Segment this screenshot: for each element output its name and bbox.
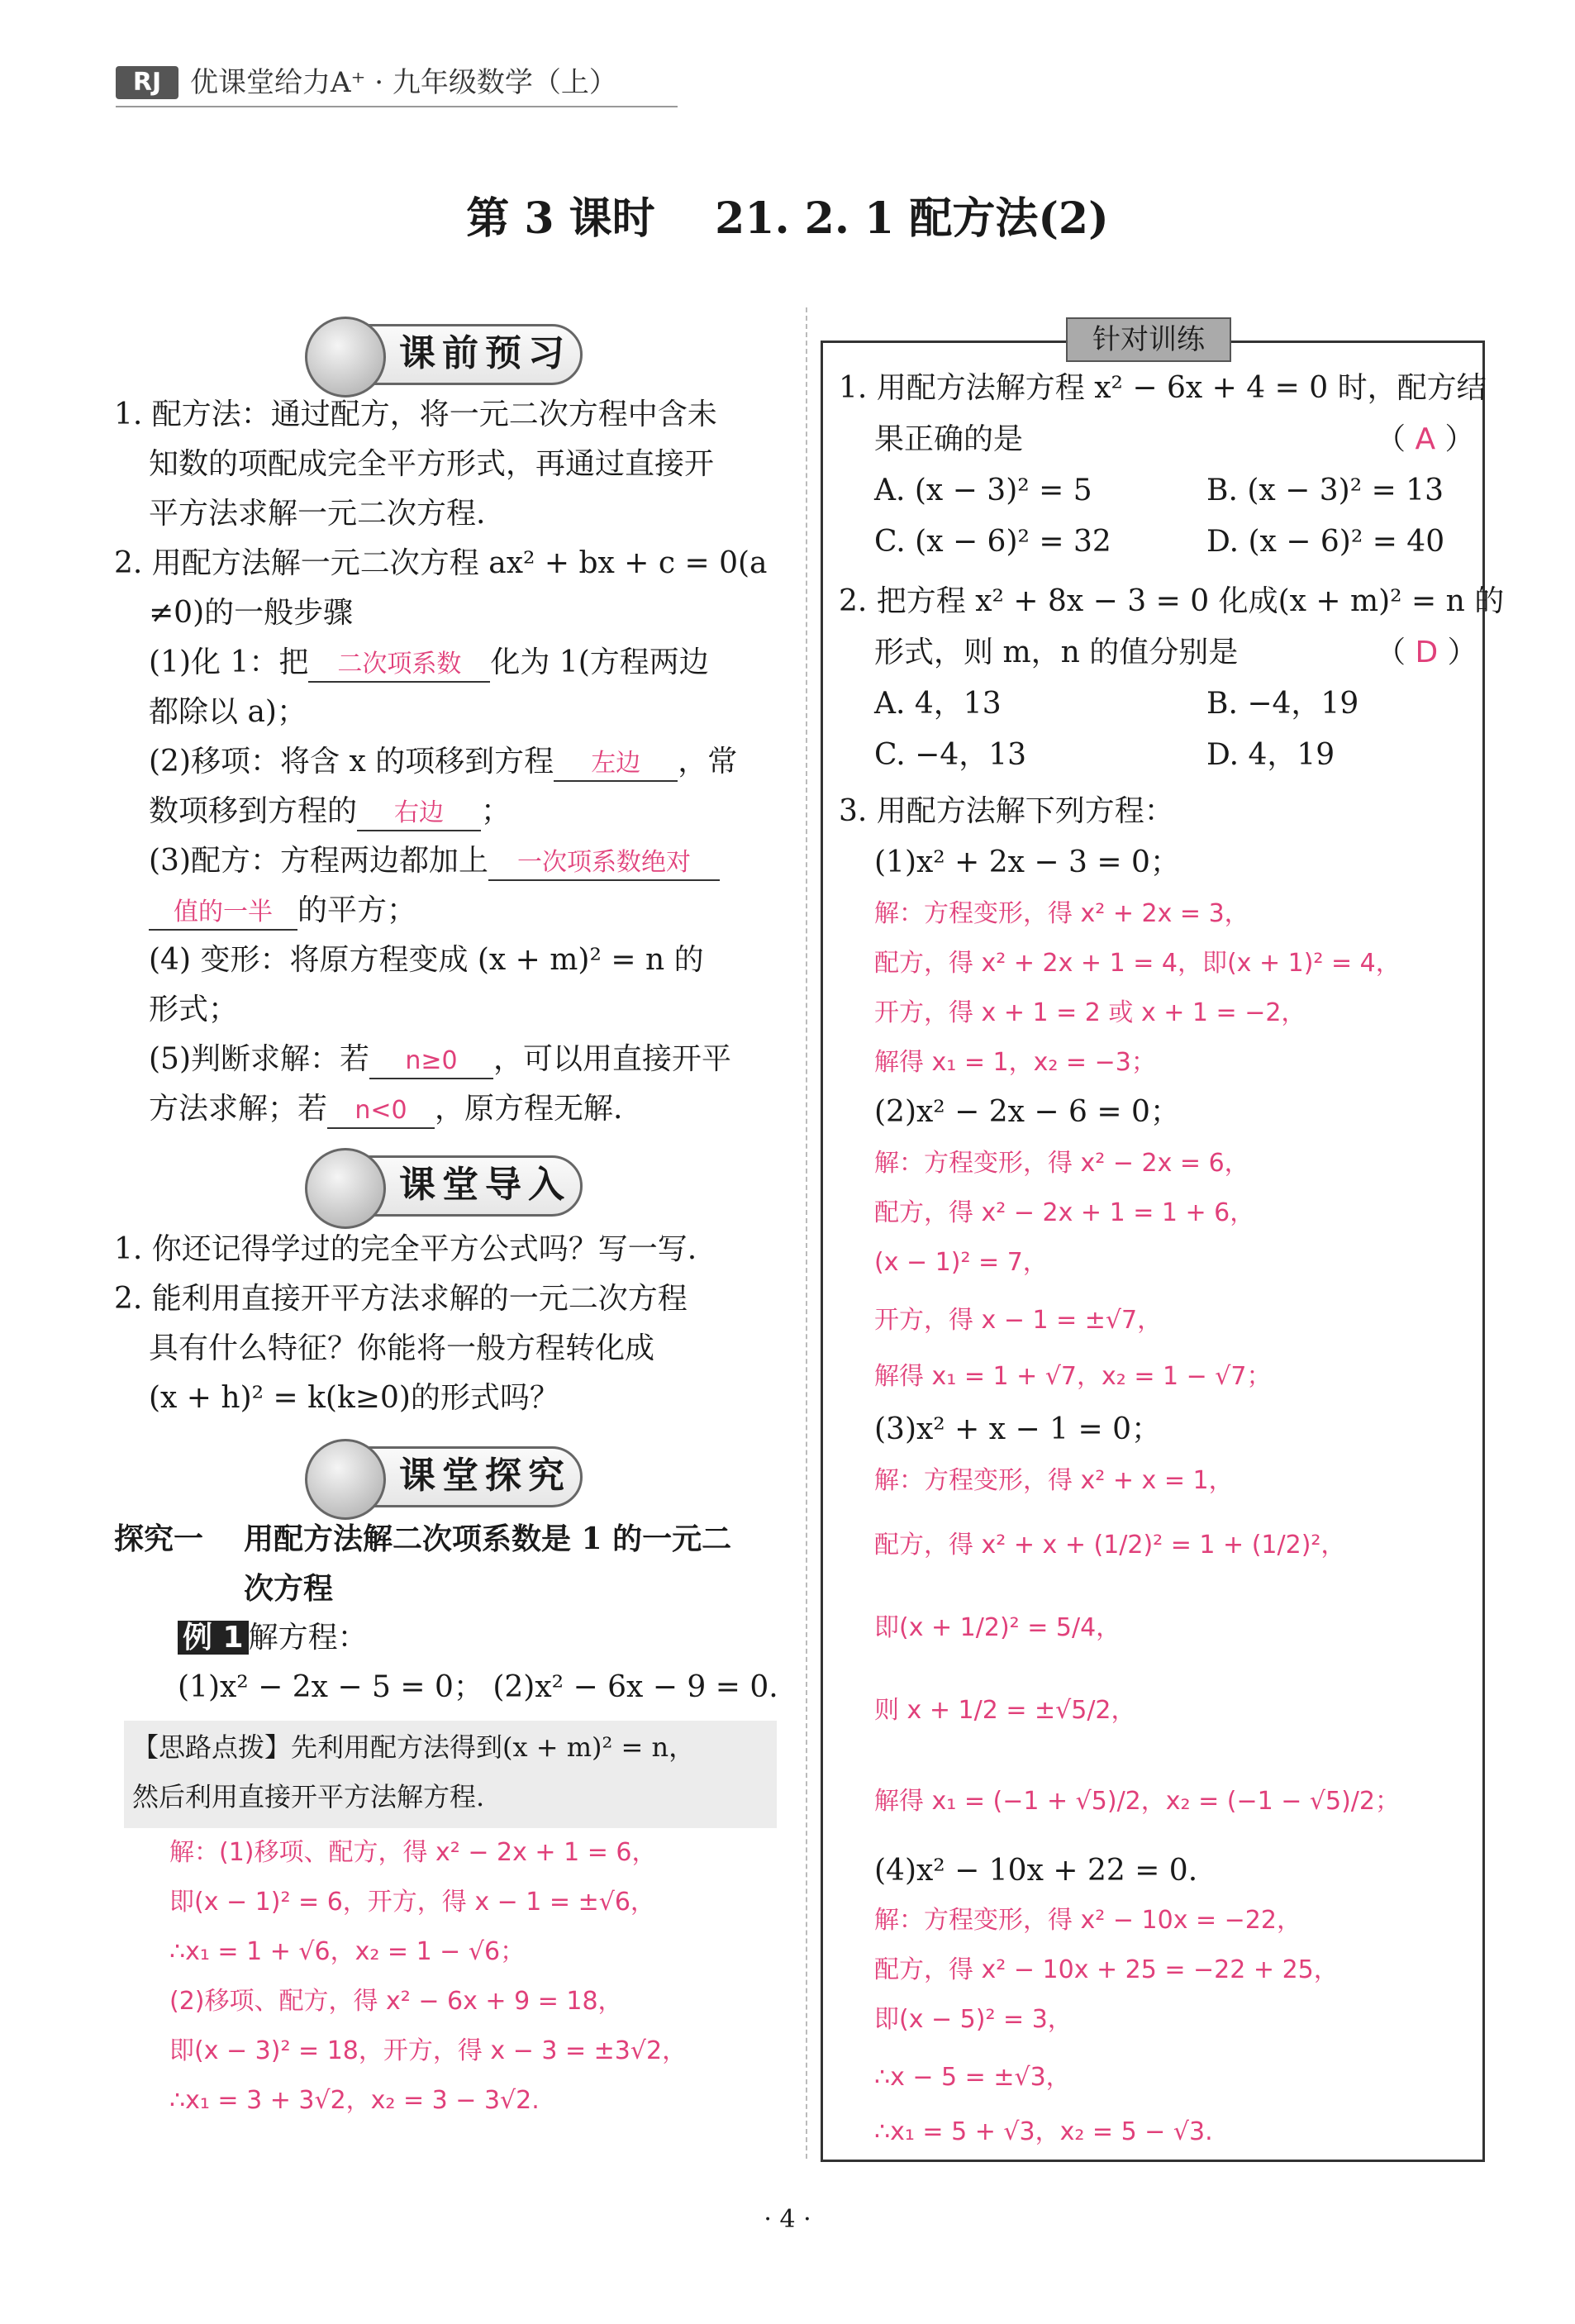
solution-line: 解得 x₁ = (−1 + √5)/2，x₂ = (−1 − √5)/2； [874,1787,1400,1816]
solution-line: 即(x − 1)² = 6，开方，得 x − 1 = ±√6， [169,1888,655,1917]
q1-option-a: A. (x − 3)² = 5 [874,474,1092,507]
solution-line: 开方，得 x + 1 = 2 或 x + 1 = −2， [874,998,1306,1027]
practice-tag: 针对训练 [1066,317,1231,362]
solution-line: (2)移项、配方，得 x² − 6x + 9 = 18， [169,1987,623,2016]
solution-line: 解得 x₁ = 1 + √7，x₂ = 1 − √7； [874,1362,1272,1391]
location-pin-icon [305,317,386,398]
solution-line: 开方，得 x − 1 = ±√7， [874,1306,1163,1335]
section-badge-intro: 课堂导入 [314,1155,583,1217]
preview-p1-line2: 知数的项配成完全平方形式，再通过直接开 [149,447,715,481]
page-number: · 4 · [764,2205,811,2234]
step2-line1: (2)移项：将含 x 的项移到方程 左边 ，常 [149,742,737,782]
magnifier-icon [305,1439,386,1520]
column-divider [806,307,807,2159]
solution-line: 即(x − 5)² = 3， [874,2005,1073,2034]
section-badge-preview: 课前预习 [314,324,583,385]
preview-p2-line1: 2. 用配方法解一元二次方程 ax² + bx + c = 0(a [114,546,768,580]
solution-line: 解：方程变形，得 x² − 10x = −22， [874,1906,1301,1935]
answer-blank: 二次项系数 [308,648,490,683]
intro-q2-line1: 2. 能利用直接开平方法求解的一元二次方程 [114,1282,688,1316]
hint-line2: 然后利用直接开平方法解方程. [132,1781,485,1812]
page-title: 第 3 课时 21. 2. 1 配方法(2) [466,193,1109,244]
example-tag: 例 1 [178,1621,249,1655]
step3-line2: 值的一半 的平方； [149,891,416,931]
practice-q3: 3. 用配方法解下列方程： [839,794,1174,828]
q2-option-c: C. −4，13 [874,738,1027,772]
example-1: 例 1 解方程： [178,1618,368,1658]
explore-head-label: 探究一 [114,1522,204,1556]
answer-blank: n<0 [327,1094,435,1129]
solution-line: 解：(1)移项、配方，得 x² − 2x + 1 = 6， [169,1838,657,1867]
header-bar [116,64,678,107]
solution-line: 配方，得 x² − 10x + 25 = −22 + 25， [874,1955,1339,1984]
solution-line: 配方，得 x² − 2x + 1 = 1 + 6， [874,1198,1255,1227]
solution-line: 解：方程变形，得 x² + 2x = 3， [874,899,1249,928]
explore-head-line1: 用配方法解二次项系数是 1 的一元二 [244,1522,732,1556]
q2-answer-bracket: （ D ） [1376,636,1477,669]
step2-line2: 数项移到方程的 右边 ； [149,792,511,831]
explore-head-line2: 次方程 [244,1571,334,1606]
q2-option-b: B. −4，19 [1206,687,1359,721]
answer-blank: 左边 [554,747,678,782]
solution-line: 配方，得 x² + 2x + 1 = 4，即(x + 1)² = 4， [874,949,1401,978]
solution-line: ∴x − 5 = ±√3， [874,2063,1071,2092]
step1-line2: 都除以 a)； [149,695,307,729]
solution-line: 则 x + 1/2 = ±√5/2， [874,1696,1136,1725]
hint-line1: 【思路点拨】先利用配方法得到(x + m)² = n， [132,1731,696,1763]
solution-line: 即(x − 3)² = 18，开方，得 x − 3 = ±3√2， [169,2036,688,2065]
preview-p1-line3: 平方法求解一元二次方程. [149,497,486,531]
step1-line1: (1)化 1：把 二次项系数 化为 1(方程两边 [149,643,709,683]
exercise-2: (2)x² − 2x − 6 = 0； [874,1095,1180,1129]
paper-plane-icon [305,1148,386,1229]
preview-p1-line1: 1. 配方法：通过配方，将一元二次方程中含未 [114,398,717,431]
q2-option-a: A. 4，13 [874,687,1002,721]
q1-answer-bracket: （ A ） [1376,422,1475,456]
intro-q1: 1. 你还记得学过的完全平方公式吗？写一写. [114,1232,697,1266]
exercise-4: (4)x² − 10x + 22 = 0. [874,1854,1198,1888]
step5-line1: (5)判断求解：若 n≥0 ，可以用直接开平 [149,1040,731,1079]
answer-blank: 右边 [357,797,481,831]
q2-option-d: D. 4，19 [1206,738,1335,772]
answer-blank: 一次项系数绝对 [488,846,720,881]
solution-line: ∴x₁ = 1 + √6，x₂ = 1 − √6； [169,1937,526,1966]
practice-q2-line2: 形式，则 m，n 的值分别是 [874,636,1239,669]
publisher-logo: RJ [116,66,178,99]
step3-line1: (3)配方：方程两边都加上 一次项系数绝对 [149,841,720,881]
solution-line: (x − 1)² = 7， [874,1248,1048,1277]
practice-q2-line1: 2. 把方程 x² + 8x − 3 = 0 化成(x + m)² = n 的 [839,584,1505,618]
q1-option-b: B. (x − 3)² = 13 [1206,474,1444,507]
solution-line: 解得 x₁ = 1，x₂ = −3； [874,1048,1156,1077]
answer-blank: n≥0 [369,1045,493,1079]
step4-line2: 形式； [149,993,239,1026]
step5-line2: 方法求解；若 n<0 ，原方程无解. [149,1089,622,1129]
q1-option-c: C. (x − 6)² = 32 [874,525,1111,559]
intro-q2-line3: (x + h)² = k(k≥0)的形式吗？ [149,1381,559,1415]
q1-option-d: D. (x − 6)² = 40 [1206,525,1445,559]
exercise-3: (3)x² + x − 1 = 0； [874,1412,1161,1446]
solution-line: 配方，得 x² + x + (1/2)² = 1 + (1/2)²， [874,1531,1346,1560]
answer-blank: 值的一半 [149,896,297,931]
practice-q1-line2: 果正确的是 [874,422,1024,456]
practice-q1-line1: 1. 用配方法解方程 x² − 6x + 4 = 0 时，配方结 [839,371,1487,405]
series-title: 优课堂给力A⁺ · 九年级数学（上） [190,66,617,99]
exercise-1: (1)x² + 2x − 3 = 0； [874,845,1180,879]
solution-line: 即(x + 1/2)² = 5/4， [874,1613,1121,1642]
intro-q2-line2: 具有什么特征？你能将一般方程转化成 [149,1331,655,1365]
example-equations: (1)x² − 2x − 5 = 0； (2)x² − 6x − 9 = 0. [178,1670,778,1704]
solution-line: 解：方程变形，得 x² + x = 1， [874,1466,1234,1495]
preview-p2-line2: ≠0)的一般步骤 [149,596,354,630]
solution-line: ∴x₁ = 3 + 3√2，x₂ = 3 − 3√2. [169,2086,540,2115]
solution-line: ∴x₁ = 5 + √3，x₂ = 5 − √3. [874,2117,1213,2146]
step4-line1: (4) 变形：将原方程变成 (x + m)² = n 的 [149,943,704,977]
section-badge-explore: 课堂探究 [314,1446,583,1507]
solution-line: 解：方程变形，得 x² − 2x = 6， [874,1149,1249,1178]
